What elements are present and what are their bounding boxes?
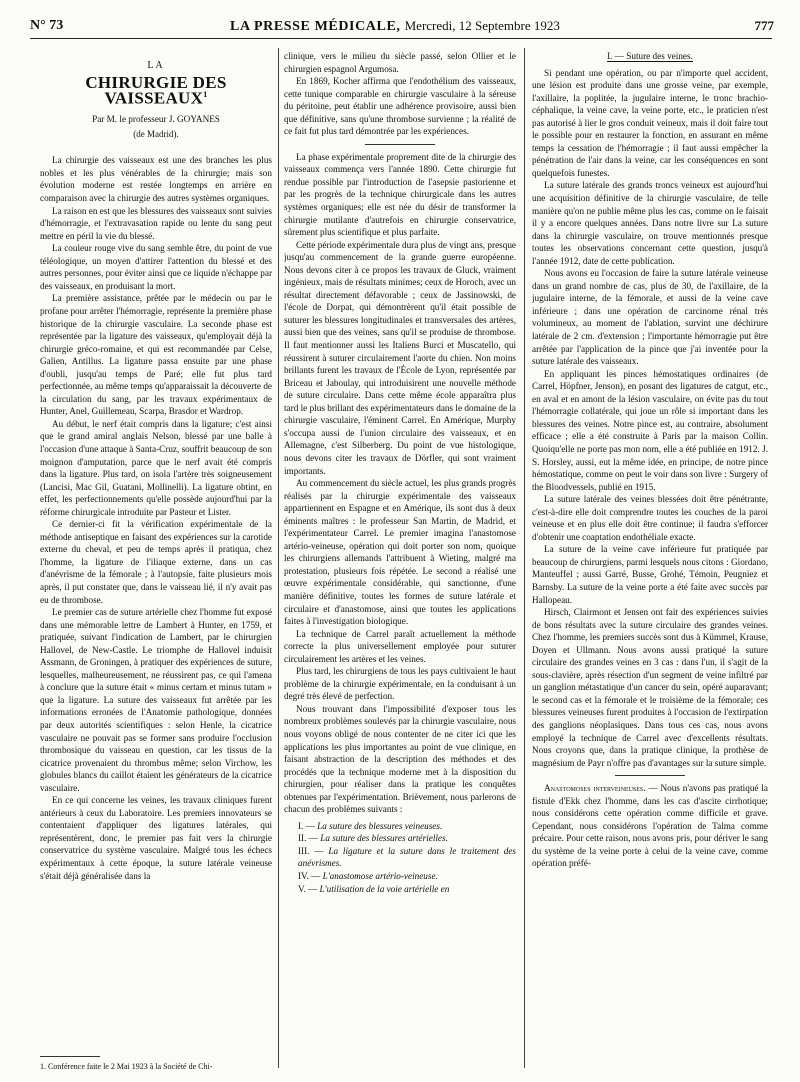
section-heading xyxy=(532,50,768,63)
page-number: 777 xyxy=(754,18,774,33)
list-text: L'utilisation de la voie artérielle en xyxy=(319,883,450,894)
column-divider xyxy=(278,48,279,1068)
issue-number: N° 73 xyxy=(30,18,64,33)
article-title-text: CHIRURGIE DES VAISSEAUX xyxy=(85,72,227,108)
list-number: V. — xyxy=(298,883,318,894)
paragraph: La technique de Carrel paraît actuellement la méthode correcte la plus universellement employée pour suturer circulairement les artères et les veines. xyxy=(284,628,516,664)
article-title xyxy=(40,72,272,108)
list-item xyxy=(298,845,516,870)
paragraph: clinique, vers le milieu du siècle passé, selon Ollier et le chirurgien espagnol Argumosa. xyxy=(284,51,516,74)
journal-title xyxy=(230,18,560,35)
paragraph: Ce dernier-ci fit la vérification expérimentale de la méthode antiseptique en faisant des expériences sur la carotide externe du cheval, et peu de temps après il pratiqua, chez l'homme, la ligature de l'iliaque externe, dans un cas d'anévrisme de la fémorale ; à l'autopsie, faite plusieurs mois après, il put constater que, dans le vaisseau lié, il n'y avait pas eu de thrombose. xyxy=(40,519,272,605)
list-text: La suture des blessures veineuses. xyxy=(317,820,443,831)
section-divider xyxy=(365,144,435,145)
list-item xyxy=(298,832,516,845)
paragraph: La suture de la veine cave inférieure fut pratiquée par beaucoup de chirurgiens, parmi lesquels nous citons : Giordano, Manteuffel ; aussi Garré, Busse, Grohé, Témoin, Peugniez et Barnsby. La suture de la veine porte a été faite avec succès par Hallopeau. xyxy=(532,544,768,605)
paragraph: La phase expérimentale proprement dite de la chirurgie des vaisseaux commença vers l'année 1890. Cette chirurgie fut rendue possible par l'introduction de l'asepsie pastorienne et par les progrès de la technique chirurgicale dans les autres systèmes organiques; elle est née du désir de transformer la chirurgie mutilante d'autrefois en chirurgie conservatrice, sûrement plus scientifique et plus parfaite. xyxy=(284,151,516,238)
paragraph: Si pendant une opération, ou par n'importe quel accident, une lésion est produite dans une grosse veine, par exemple, l'axillaire, la poplitée, la jugulaire interne, le tronc brachio-céphalique, la veine cave, la veine porte, etc., le praticien n'est pas autorisé à lier le gros conduit veineux, mais il doit faire tout le possible pour en restaurer la fonction, en assurant en même temps la cessation de l'hémorragie ; il faut aussi empêcher la pénétration de l'air dans la veine, car les conséquences en sont quelquefois funestes. xyxy=(532,67,768,178)
issue-date: Mercredi, 12 Septembre 1923 xyxy=(404,18,560,33)
section-heading-text: I. — Suture des veines. xyxy=(607,51,693,61)
paragraph: Plus tard, les chirurgiens de tous les pays cultivaient le haut problème de la chirurgie expérimentale, en la conduisant à un degré très élevé de perfection. xyxy=(284,666,516,702)
list-item xyxy=(298,870,516,883)
paragraph: La suture latérale des veines blessées doit être pénétrante, c'est-à-dire elle doit comprendre toutes les couches de la paroi veineuse et en plus elle doit être continue; il faudra s'efforcer d'obtenir une coaptation endothéliale exacte. xyxy=(532,494,768,542)
paragraph-text: — Nous n'avons pas pratiqué la fistule d'Ekk chez l'homme, dans les cas d'ascite cirrhotique; nous considérons cette opération comme difficile et grave. Cependant, nous considérons l'opération de Talma comme précaire. Pour cette raison, nous avons pris, pour dériver le sang du système de la veine porte à celui de la veine cave, comme opération préfé- xyxy=(532,783,768,869)
paragraph: Au début, le nerf était compris dans la ligature; c'est ainsi que le grand amiral anglais Nelson, blessé par une balle à l'occasion d'une attaque à Santa-Cruz, souffrit beaucoup de son moignon d'amputation, parce que le nerf avait été compris dans la ligature. Plus tard, on isola l'artère très soigneusement (Lancisi, Mac Gil, Guatani, Mollinelli). La ligature obtint, en effet, les perfectionnements qu'elle possède aujourd'hui par la réforme chirurgicale introduite par Pasteur et Lister. xyxy=(40,418,272,517)
list-number: III. — xyxy=(298,845,324,856)
article-author: Par M. le professeur J. GOYANES xyxy=(92,114,220,125)
paragraph: Le premier cas de suture artérielle chez l'homme fut exposé dans une mémorable lettre de Lambert à Hunter, en 1759, et pratiquée, suivant l'indication de Lambert, par le chirurgien Hallovel, de New-Castle. Le triomphe de Hallovel induisit Assmann, de Groningen, à pratiquer des expériences de suture, lesquelles, malheureusement, ne réussirent pas, ce qui l'amena à conclure que la suture était « minus certam et minus tutam » que la ligature. La suture des vaisseaux fut arrêtée par les informations erronées de l'Anatomie pathologique, données par deux autorités scientifiques : selon Henle, la cicatrice vasculaire ne pouvait pas se former sans produire l'occlusion thrombosique du vaisseau en question, car les tissus de la cicatrice provenaient du thrombus même; selon Virchow, les globules blancs du caillot étaient les générateurs de la cicatrice vasculaire. xyxy=(40,607,272,793)
list-text: L'anastomose artério-veineuse. xyxy=(322,871,438,881)
section-divider xyxy=(615,775,685,776)
footnote-marker: 1 xyxy=(203,90,208,100)
subsection-label: Anastomoses interveineuses. xyxy=(544,783,646,794)
column-divider xyxy=(524,48,525,1068)
column-2 xyxy=(284,50,516,1074)
list-number: I. — xyxy=(298,820,315,831)
list-text: La ligature et la suture dans le traitement des anévrismes. xyxy=(298,845,516,869)
footnote: 1. Conférence faite le 2 Mai 1923 à la Société de Chi- xyxy=(40,1062,213,1071)
paragraph: Hirsch, Clairmont et Jensen ont fait des expériences suivies de bons résultats avec la suture circulaire des grandes veines. Chez l'homme, les premiers succès sont dus à Kümmel, Krause, Doyen et Ullmann. Nous avons aussi pratiqué la suture circulaire des grandes veines en 3 cas : dans l'un, il s'agit de la sous-clavière, après résection d'un segment de veine infiltré par un ganglion métastatique d'un cancer du sein, opéré auparavant; le second cas et la fémorale et le troisième de la fémorale; ces blessures veineuses furent produites à l'occasion de l'extirpation des ganglions néoplasiques. Dans tous ces cas, nous avons employé la technique de Carrel avec d'excellents résultats. Nous croyons que, dans la pratique clinique, la prothèse de magnésium de Payr n'offre pas d'avantages sur la suture simple. xyxy=(532,607,768,768)
paragraph: La couleur rouge vive du sang semble être, du point de vue téléologique, un moyen d'attirer l'attention du blessé et des autres personnes, pour éviter ainsi que ce liquide n'échappe par des vaisseaux, en produisant la mort. xyxy=(40,243,272,291)
footnote-rule xyxy=(40,1056,100,1057)
paragraph: Nous avons eu l'occasion de faire la suture latérale veineuse dans un grand nombre de cas, plus de 30, de l'axillaire, de la jugulaire interne, de la fémorale, et aussi de la veine cave inférieure ; dans une opération de carcinome rénal très volumineux, au moment de l'ablation, survint une déchirure latérale de 2 cm. d'extension ; l'importante hémorragie put être arrêtée par l'application de la pince que j'ai inventée pour la suture latérale des vaisseaux. xyxy=(532,268,768,367)
paragraph: La chirurgie des vaisseaux est une des branches les plus nobles et les plus vénérables de la chirurgie; mais son évolution moderne est restée longtemps en arrière en comparaison avec la chirurgie des autres systèmes organiques. xyxy=(40,155,272,204)
paragraph: En ce qui concerne les veines, les travaux cliniques furent antérieurs à ceux du Laboratoire. Les premiers innovateurs se contentaient d'appliquer des ligatures latérales, qui représentèrent, donc, le premier pas fait vers la chirurgie conservatrice du système vasculaire. Malgré tous les échecs expérimentaux à cette époque, la suture latérale veineuse s'était déjà généralisée dans la xyxy=(40,795,272,881)
article-affiliation: (de Madrid). xyxy=(133,128,179,139)
paragraph xyxy=(532,782,768,870)
paragraph: Au commencement du siècle actuel, les plus grands progrès réalisés par la chirurgie expérimentale des vaisseaux appartiennent en Espagne et en Amérique, ils sont dus à deux éminents maîtres : le professeur San Martin, de Madrid, et l'expérimentateur Carrel. Le premier imagina l'anastomose artério-veineuse, opération qui doit porter son nom, quoique les chirurgiens allemands l'attribuent à Wieting, malgré ma protestation, plusieurs fois répétée. Le second a réalisé une œuvre expérimentale considérable, qui sanctionne, d'une manière définitive, toutes les formes de suture latérale et circulaire et d'anastomose, ainsi que toutes les applications faites à l'investigation biologique. xyxy=(284,478,516,627)
list-item xyxy=(298,883,516,896)
column-3 xyxy=(532,50,768,1074)
article-kicker: LA xyxy=(147,60,165,71)
running-header xyxy=(30,14,774,38)
paragraph: En appliquant les pinces hémostatiques ordinaires (de Carrel, Höpfner, Jenson), en posant des ligatures de catgut, etc., en aval et en amont de la lésion vasculaire, on évite pas du tout l'hémorragie collatérale, qui joue un rôle si important dans les blessures des veines. Notre pince est, au contraire, absolument efficace ; elle a été construite à Paris par la maison Collin. Quoiqu'elle ne porte pas mon nom, elle a été publiée en 1912. J. S. Horsley, aussi, eut la même idée, en principe, de notre pince hémostatique, comme on peut le voir dans son livre : Surgery of the Bloodvessels, publié en 1915. xyxy=(532,368,768,492)
paragraph: La raison en est que les blessures des vaisseaux sont suivies d'hémorragie, et l'extravasation rapide ou lente du sang peut mettre en péril la vie du blessé. xyxy=(40,205,272,241)
paragraph: En 1869, Kocher affirma que l'endothélium des vaisseaux, cette tunique comparable en chirurgie vasculaire à la séreuse du péritoine, peut établir une adhérence provisoire, aussi bien que définitive, sans qu'une thrombose survienne ; la réalité de ce fait fut plus tard démontrée par les expériences. xyxy=(284,76,516,137)
list-number: IV. — xyxy=(298,871,321,881)
paragraph: Nous trouvant dans l'impossibilité d'exposer tous les nombreux problèmes soulevés par la chirurgie vasculaire, nous nous voyons obligé de nous contenter de ne citer ici que les applications les plus importantes au point de vue clinique, en faisant abstraction de la description des méthodes et des procédés que la technique moderne met à la disposition du chirurgien, pour réaliser dans la pratique les conquêtes obtenues par l'expérimentation. Brièvement, nous parlerons de chacun des problèmes suivants : xyxy=(284,703,516,815)
column-1 xyxy=(40,50,272,1074)
header-rule xyxy=(30,38,772,39)
paragraph: Cette période expérimentale dura plus de vingt ans, presque jusqu'au commencement de la grande guerre européenne. Nous devons citer à ce propos les travaux de Gluck, vraiment ingénieux, mais de résultats minimes; ceux de Horoch, avec un résultat directement défavorable ; ceux de Jassinowski, de l'école de Dorpat, qui démontrèrent qu'il était possible de suturer les blessures longitudinales et transversales des artères, aussi bien que des veines, sans qu'il se produise de thrombose. Il faut mentionner aussi les Italiens Burci et Muscatello, qui réussirent à suturer circulairement l'aorte du chien. Non moins brillants furent les travaux de l'École de Lyon, représentée par Briceau et Jaboulay, qui introduisirent une nouvelle méthode de suture circulaire. Dans cette même école apparaîtra plus tard le plus brillant des expérimentateurs dans le domaine de la chirurgie vasculaire, l'éminent Carrel. En Amérique, Murphy s'occupa aussi de l'union circulaire des vaisseaux, et en Allemagne, c'est Silberberg. Du point de vue histologique, nous devons citer les travaux de Dörfler, qui sont vraiment importants. xyxy=(284,239,516,476)
list-item xyxy=(298,820,516,833)
problem-list xyxy=(298,820,516,895)
paragraph: La première assistance, prêtée par le médecin ou par le profane pour arrêter l'hémorragie, représente la première phase historique de la chirurgie vasculaire. La seconde phase est représentée par la ligature des vaisseaux, qu'employait déjà la chirurgie gréco-romaine, et qui est recommandée par Celse, Galien, Antillus. La ligature passa ensuite par une phase d'oubli, jusqu'au temps de Paré; elle fut plus tard perfectionnée, au même temps qu'apparaissait la découverte de la circulation du sang, par les travaux expérimentaux de Hunter, Anel, Guillemeau, Scarpa, Brasdor et Wardrop. xyxy=(40,293,272,417)
list-number: II. — xyxy=(298,833,318,844)
paragraph: La suture latérale des grands troncs veineux est aujourd'hui une acquisition définitive de la chirurgie vasculaire, de telle manière qu'on ne publie même plus les cas, comme on le faisait il y a encore quelques années. Dans notre livre sur La suture dans la chirurgie vasculaire, on trouve mentionnés presque toutes les observations concernant cette question, jusqu'à l'année 1912, date de cette publication. xyxy=(532,180,768,266)
journal-name: LA PRESSE MÉDICALE, xyxy=(230,19,401,34)
list-text: La suture des blessures artérielles. xyxy=(320,833,448,844)
